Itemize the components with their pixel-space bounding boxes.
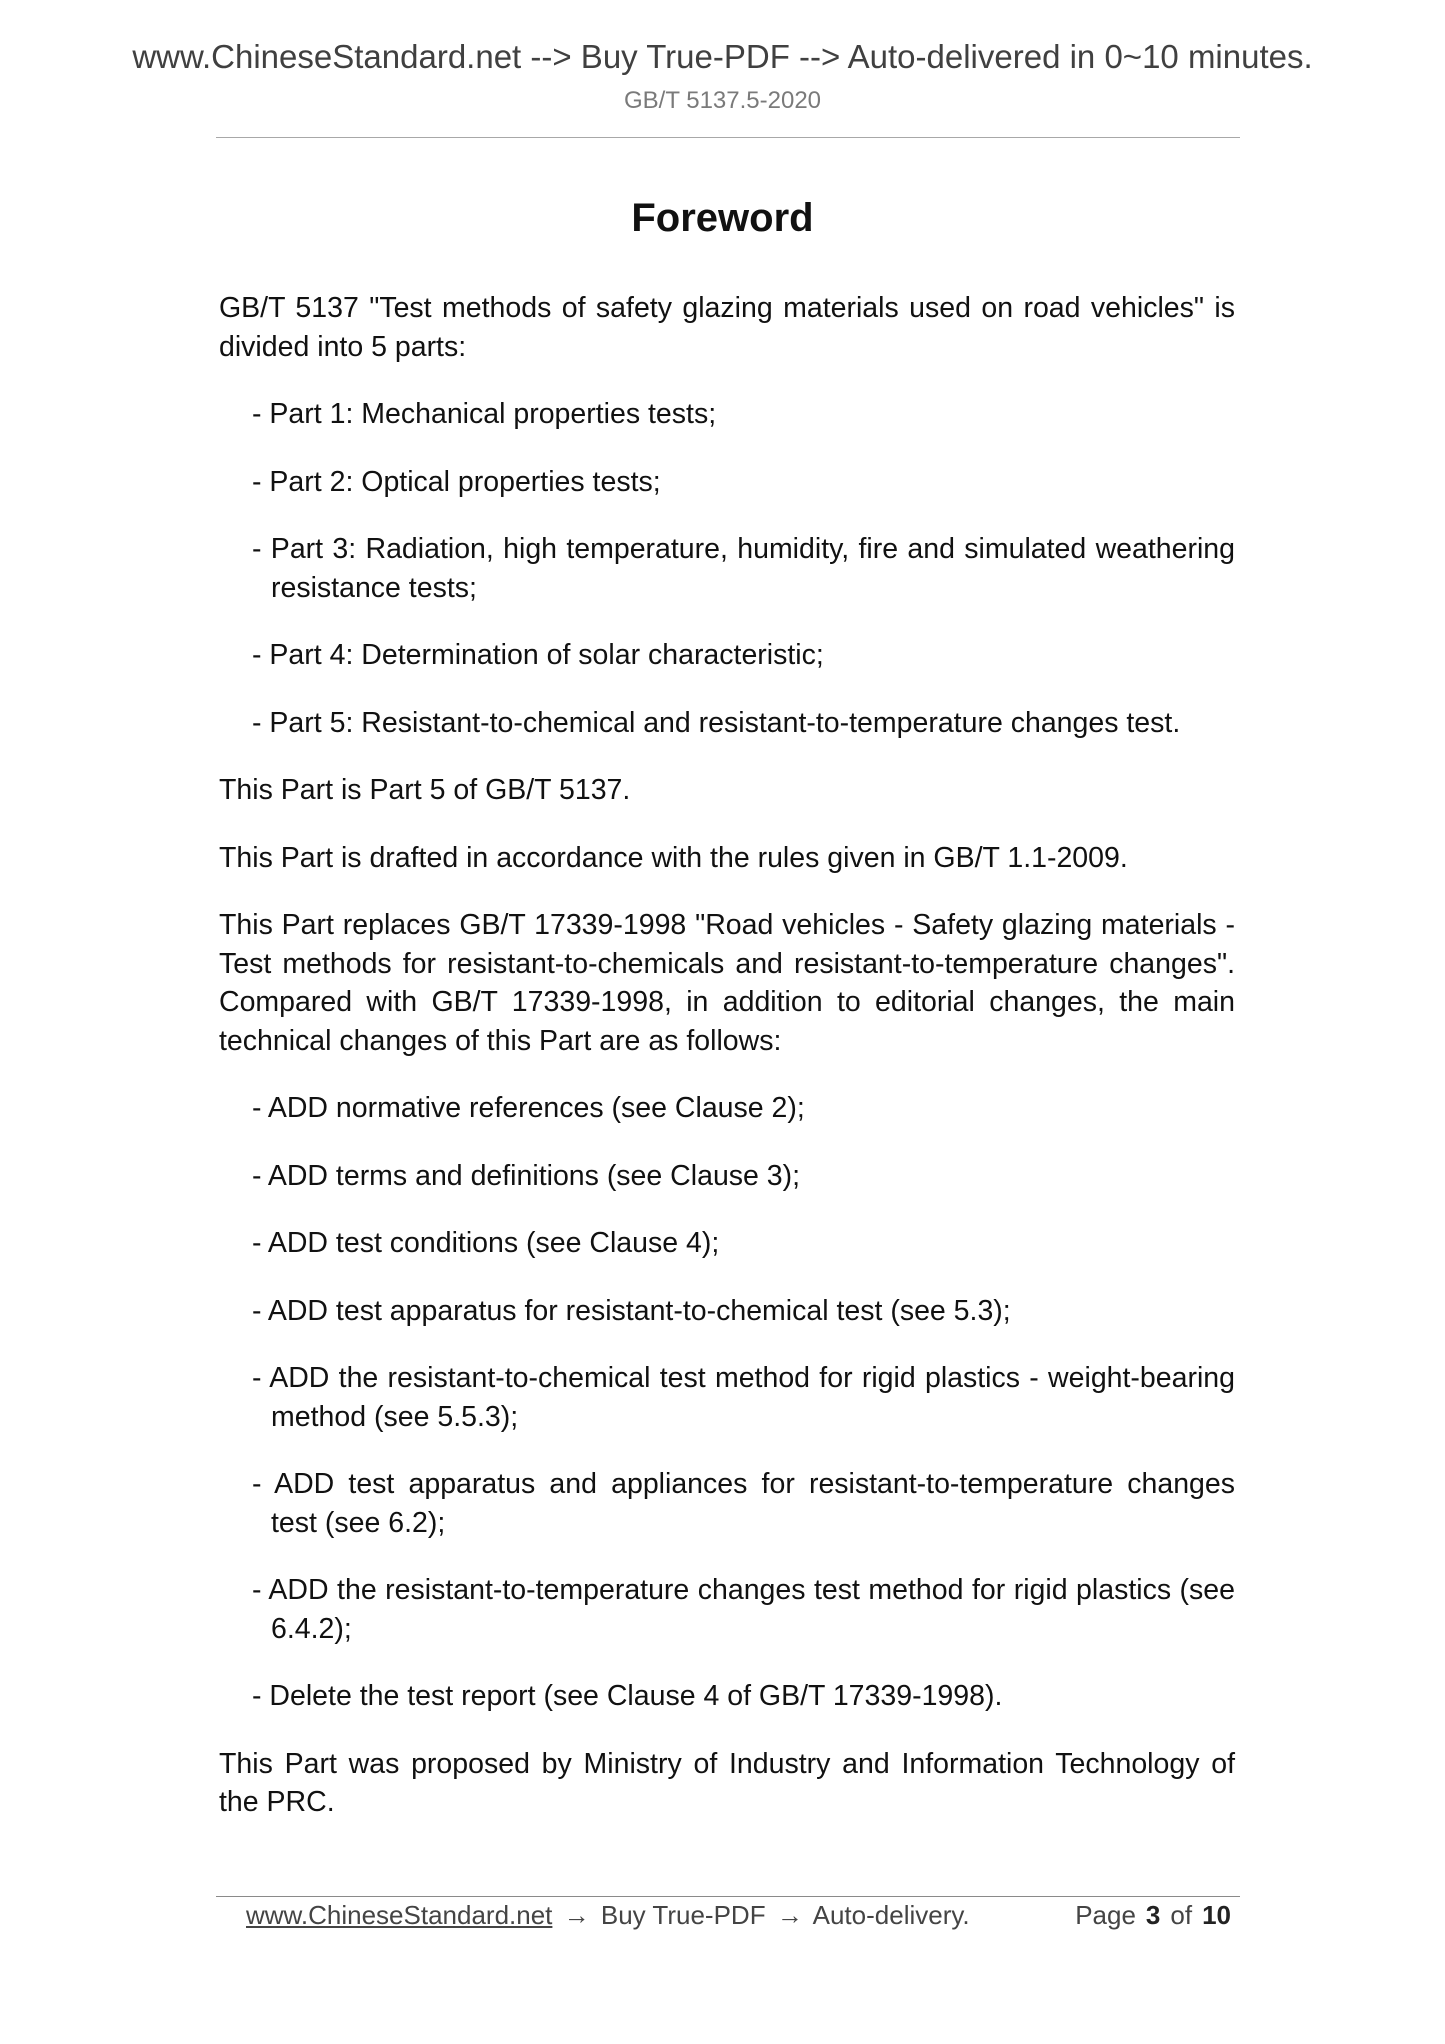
list-item: - ADD the resistant-to-chemical test method for rigid plastics - weight-bearing method (see 5.5.3);: [252, 1362, 1235, 1433]
current-page: 3: [1145, 1900, 1161, 1930]
list-item: - Part 2: Optical properties tests;: [252, 465, 661, 498]
list-item: - Part 5: Resistant-to-chemical and resistant-to-temperature changes test.: [252, 706, 1181, 739]
footer-delivery-text: Auto-delivery.: [812, 1900, 970, 1930]
intro-paragraph: GB/T 5137 "Test methods of safety glazing materials used on road vehicles" is divided into 5 parts:: [219, 292, 1235, 363]
parts-list: [219, 395, 1235, 742]
drafted-paragraph: This Part is drafted in accordance with the rules given in GB/T 1.1-2009.: [219, 841, 1128, 874]
page-footer: [246, 1900, 1241, 1931]
site-banner: www.ChineseStandard.net --> Buy True-PDF --> Auto-delivered in 0~10 minutes.: [132, 38, 1313, 75]
footer-divider: [216, 1896, 1240, 1897]
list-item: - Part 4: Determination of solar characteristic;: [252, 639, 824, 671]
arrow-right-icon: →: [563, 1900, 590, 1930]
header-divider: [216, 137, 1240, 138]
proposed-paragraph: This Part was proposed by Ministry of Industry and Information Technology of the PRC.: [219, 1747, 1235, 1818]
list-item: - Part 3: Radiation, high temperature, humidity, fire and simulated weathering resistance tests;: [252, 533, 1235, 604]
list-item: - ADD test apparatus and appliances for resistant-to-temperature changes test (see 6.2);: [252, 1468, 1235, 1539]
page-label: Page: [1075, 1900, 1136, 1930]
changes-list: [219, 1089, 1235, 1716]
footer-buy-text: Buy True-PDF: [600, 1900, 766, 1930]
list-item: - ADD test conditions (see Clause 4);: [252, 1227, 720, 1259]
document-body: [219, 289, 1235, 1851]
page-number: [1075, 1900, 1241, 1931]
document-code: GB/T 5137.5-2020: [623, 87, 822, 114]
page-title: Foreword: [631, 196, 814, 240]
list-item: - ADD normative references (see Clause 2);: [252, 1092, 805, 1124]
replaces-paragraph: This Part replaces GB/T 17339-1998 "Road vehicles - Safety glazing materials - Test methods for resistant-to-chemicals and resistant-to-temperature changes". Compared with GB/T 17339-1998, in addition to editorial changes, the main technical changes of this Part are as follows:: [219, 909, 1235, 1057]
arrow-right-icon: →: [776, 1900, 803, 1930]
list-item: - ADD test apparatus for resistant-to-chemical test (see 5.3);: [252, 1294, 1011, 1327]
total-pages: 10: [1202, 1900, 1231, 1930]
footer-site-link[interactable]: www.ChineseStandard.net: [246, 1900, 553, 1930]
of-label: of: [1170, 1900, 1193, 1930]
list-item: - ADD the resistant-to-temperature changes test method for rigid plastics (see 6.4.2);: [252, 1574, 1235, 1645]
list-item: - Part 1: Mechanical properties tests;: [252, 398, 717, 430]
list-item: - ADD terms and definitions (see Clause 3);: [252, 1159, 801, 1192]
list-item: - Delete the test report (see Clause 4 of GB/T 17339-1998).: [252, 1680, 1003, 1712]
part-of-paragraph: This Part is Part 5 of GB/T 5137.: [219, 774, 631, 806]
